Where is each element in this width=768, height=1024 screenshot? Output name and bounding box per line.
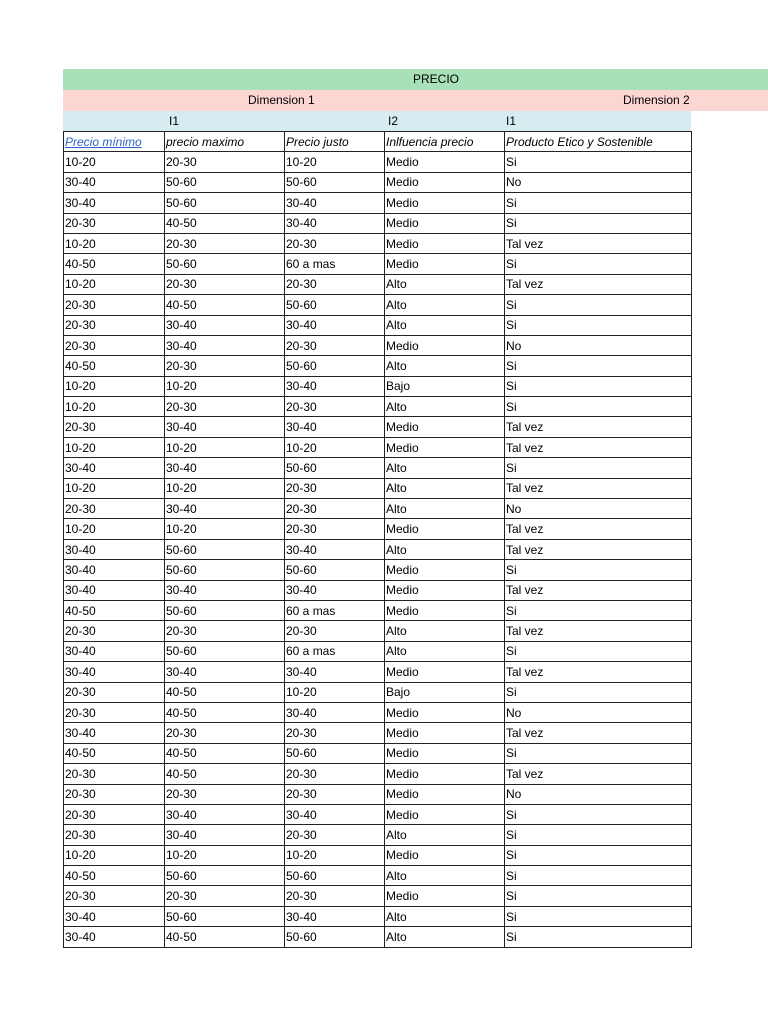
cell-precio-justo[interactable]: 20-30	[285, 397, 385, 417]
table-row	[64, 764, 692, 784]
cell-influencia-precio[interactable]: Alto	[385, 641, 505, 661]
column-header-row	[64, 132, 692, 152]
cell-producto-etico[interactable]: No	[505, 172, 692, 192]
table-row	[64, 499, 692, 519]
cell-producto-etico[interactable]: Si	[505, 906, 692, 926]
cell-precio-maximo[interactable]: 30-40	[165, 825, 285, 845]
cell-precio-justo[interactable]: 10-20	[285, 437, 385, 457]
price-survey-table	[63, 131, 692, 948]
cell-precio-maximo[interactable]: 50-60	[165, 866, 285, 886]
cell-precio-justo[interactable]: 20-30	[285, 478, 385, 498]
cell-precio-maximo[interactable]: 20-30	[165, 274, 285, 294]
cell-precio-justo[interactable]: 60 a mas	[285, 641, 385, 661]
cell-precio-justo[interactable]: 30-40	[285, 804, 385, 824]
cell-producto-etico[interactable]: No	[505, 784, 692, 804]
cell-producto-etico[interactable]: No	[505, 335, 692, 355]
cell-precio-minimo[interactable]: 10-20	[64, 478, 165, 498]
cell-precio-maximo[interactable]: 40-50	[165, 743, 285, 763]
column-header-precio-maximo: precio maximo	[165, 132, 285, 152]
cell-precio-maximo[interactable]: 10-20	[165, 519, 285, 539]
cell-precio-maximo[interactable]: 30-40	[165, 315, 285, 335]
spreadsheet	[63, 69, 768, 948]
cell-influencia-precio[interactable]: Alto	[385, 499, 505, 519]
cell-precio-justo[interactable]: 20-30	[285, 274, 385, 294]
cell-influencia-precio[interactable]: Medio	[385, 152, 505, 172]
cell-precio-maximo[interactable]: 20-30	[165, 233, 285, 253]
cell-producto-etico[interactable]: Si	[505, 866, 692, 886]
cell-precio-justo[interactable]: 30-40	[285, 539, 385, 559]
cell-precio-minimo[interactable]: 20-30	[64, 682, 165, 702]
cell-precio-minimo[interactable]: 30-40	[64, 193, 165, 213]
table-row	[64, 906, 692, 926]
cell-precio-maximo[interactable]: 10-20	[165, 845, 285, 865]
cell-producto-etico[interactable]: Si	[505, 213, 692, 233]
cell-producto-etico[interactable]: Tal vez	[505, 233, 692, 253]
cell-producto-etico[interactable]: Tal vez	[505, 621, 692, 641]
cell-precio-justo[interactable]: 30-40	[285, 662, 385, 682]
cell-precio-justo[interactable]: 20-30	[285, 233, 385, 253]
table-row	[64, 172, 692, 192]
cell-precio-maximo[interactable]: 50-60	[165, 193, 285, 213]
cell-precio-justo[interactable]: 30-40	[285, 580, 385, 600]
dimension-2-label: Dimension 2	[623, 93, 690, 107]
cell-precio-minimo[interactable]: 10-20	[64, 845, 165, 865]
table-row	[64, 621, 692, 641]
cell-precio-justo[interactable]: 20-30	[285, 764, 385, 784]
column-header-producto-etico: Producto Etico y Sostenible	[505, 132, 692, 152]
table-row	[64, 560, 692, 580]
cell-precio-minimo[interactable]: 30-40	[64, 723, 165, 743]
cell-precio-minimo[interactable]: 40-50	[64, 356, 165, 376]
cell-precio-maximo[interactable]: 50-60	[165, 641, 285, 661]
cell-influencia-precio[interactable]: Alto	[385, 295, 505, 315]
cell-influencia-precio[interactable]: Medio	[385, 193, 505, 213]
cell-precio-justo[interactable]: 30-40	[285, 193, 385, 213]
column-header-influencia-precio: Inlfuencia precio	[385, 132, 505, 152]
cell-influencia-precio[interactable]: Medio	[385, 662, 505, 682]
cell-precio-justo[interactable]: 30-40	[285, 702, 385, 722]
dimension-1-label: Dimension 1	[248, 93, 315, 107]
cell-precio-maximo[interactable]: 40-50	[165, 295, 285, 315]
cell-precio-justo[interactable]: 30-40	[285, 315, 385, 335]
cell-influencia-precio[interactable]: Medio	[385, 437, 505, 457]
table-row	[64, 437, 692, 457]
cell-producto-etico[interactable]: Tal vez	[505, 478, 692, 498]
table-row	[64, 417, 692, 437]
table-row	[64, 397, 692, 417]
cell-precio-minimo[interactable]: 20-30	[64, 784, 165, 804]
cell-precio-minimo[interactable]: 10-20	[64, 437, 165, 457]
cell-producto-etico[interactable]: Si	[505, 845, 692, 865]
cell-precio-justo[interactable]: 20-30	[285, 784, 385, 804]
cell-influencia-precio[interactable]: Medio	[385, 764, 505, 784]
cell-influencia-precio[interactable]: Alto	[385, 621, 505, 641]
cell-influencia-precio[interactable]: Alto	[385, 825, 505, 845]
cell-precio-minimo[interactable]: 20-30	[64, 825, 165, 845]
cell-influencia-precio[interactable]: Alto	[385, 356, 505, 376]
cell-precio-justo[interactable]: 30-40	[285, 213, 385, 233]
cell-influencia-precio[interactable]: Alto	[385, 458, 505, 478]
cell-influencia-precio[interactable]: Medio	[385, 723, 505, 743]
cell-influencia-precio[interactable]: Alto	[385, 315, 505, 335]
cell-producto-etico[interactable]: Si	[505, 927, 692, 947]
cell-producto-etico[interactable]: Tal vez	[505, 723, 692, 743]
cell-producto-etico[interactable]: Tal vez	[505, 519, 692, 539]
cell-precio-maximo[interactable]: 30-40	[165, 458, 285, 478]
table-row	[64, 580, 692, 600]
table-row	[64, 743, 692, 763]
table-row	[64, 866, 692, 886]
cell-precio-maximo[interactable]: 30-40	[165, 417, 285, 437]
cell-precio-minimo[interactable]: 10-20	[64, 376, 165, 396]
cell-precio-maximo[interactable]: 40-50	[165, 927, 285, 947]
indicator-label: I1	[169, 114, 180, 128]
cell-producto-etico[interactable]: Si	[505, 356, 692, 376]
cell-precio-minimo[interactable]: 20-30	[64, 764, 165, 784]
cell-precio-maximo[interactable]: 20-30	[165, 397, 285, 417]
cell-precio-minimo[interactable]: 20-30	[64, 621, 165, 641]
cell-precio-minimo[interactable]: 30-40	[64, 906, 165, 926]
cell-precio-minimo[interactable]: 30-40	[64, 662, 165, 682]
cell-precio-justo[interactable]: 50-60	[285, 743, 385, 763]
table-body	[64, 152, 692, 947]
cell-influencia-precio[interactable]: Alto	[385, 539, 505, 559]
cell-producto-etico[interactable]: Tal vez	[505, 539, 692, 559]
cell-precio-maximo[interactable]: 30-40	[165, 580, 285, 600]
cell-precio-justo[interactable]: 50-60	[285, 356, 385, 376]
cell-precio-minimo[interactable]: 30-40	[64, 172, 165, 192]
cell-precio-minimo[interactable]: 10-20	[64, 274, 165, 294]
indicator-header-band	[63, 111, 691, 131]
column-header-precio-justo: Precio justo	[285, 132, 385, 152]
cell-influencia-precio[interactable]: Medio	[385, 600, 505, 620]
cell-producto-etico[interactable]: Si	[505, 193, 692, 213]
table-row	[64, 682, 692, 702]
table-row	[64, 213, 692, 233]
cell-producto-etico[interactable]: Si	[505, 886, 692, 906]
cell-precio-minimo[interactable]: 30-40	[64, 458, 165, 478]
cell-influencia-precio[interactable]: Medio	[385, 254, 505, 274]
cell-precio-maximo[interactable]: 40-50	[165, 682, 285, 702]
cell-influencia-precio[interactable]: Medio	[385, 560, 505, 580]
table-row	[64, 193, 692, 213]
cell-precio-justo[interactable]: 50-60	[285, 927, 385, 947]
cell-precio-minimo[interactable]: 30-40	[64, 560, 165, 580]
cell-producto-etico[interactable]: Tal vez	[505, 662, 692, 682]
cell-producto-etico[interactable]: Si	[505, 804, 692, 824]
cell-influencia-precio[interactable]: Medio	[385, 172, 505, 192]
cell-precio-maximo[interactable]: 50-60	[165, 539, 285, 559]
cell-precio-maximo[interactable]: 50-60	[165, 560, 285, 580]
cell-precio-justo[interactable]: 50-60	[285, 560, 385, 580]
cell-precio-justo[interactable]: 60 a mas	[285, 254, 385, 274]
table-row	[64, 233, 692, 253]
cell-influencia-precio[interactable]: Alto	[385, 927, 505, 947]
cell-producto-etico[interactable]: Si	[505, 254, 692, 274]
cell-precio-maximo[interactable]: 20-30	[165, 886, 285, 906]
table-row	[64, 335, 692, 355]
cell-precio-justo[interactable]: 20-30	[285, 723, 385, 743]
indicator-label: I2	[388, 114, 399, 128]
precio-header-band	[63, 69, 768, 90]
table-row	[64, 886, 692, 906]
cell-influencia-precio[interactable]: Medio	[385, 335, 505, 355]
cell-influencia-precio[interactable]: Alto	[385, 274, 505, 294]
table-row	[64, 356, 692, 376]
cell-precio-minimo[interactable]: 40-50	[64, 600, 165, 620]
cell-precio-justo[interactable]: 50-60	[285, 458, 385, 478]
cell-precio-justo[interactable]: 20-30	[285, 519, 385, 539]
indicator-label: I1	[506, 114, 517, 128]
cell-producto-etico[interactable]: Tal vez	[505, 580, 692, 600]
column-header-precio-minimo[interactable]: Precio mínimo	[64, 132, 165, 152]
cell-precio-maximo[interactable]: 50-60	[165, 254, 285, 274]
dimension-header-band	[63, 90, 768, 111]
cell-precio-minimo[interactable]: 40-50	[64, 743, 165, 763]
cell-precio-maximo[interactable]: 50-60	[165, 172, 285, 192]
table-row	[64, 641, 692, 661]
cell-precio-maximo[interactable]: 50-60	[165, 600, 285, 620]
cell-precio-justo[interactable]: 50-60	[285, 295, 385, 315]
cell-precio-minimo[interactable]: 10-20	[64, 233, 165, 253]
table-row	[64, 723, 692, 743]
cell-influencia-precio[interactable]: Medio	[385, 580, 505, 600]
table-row	[64, 478, 692, 498]
cell-influencia-precio[interactable]: Medio	[385, 886, 505, 906]
table-row	[64, 458, 692, 478]
table-row	[64, 600, 692, 620]
cell-producto-etico[interactable]: Si	[505, 315, 692, 335]
cell-precio-maximo[interactable]: 30-40	[165, 804, 285, 824]
cell-producto-etico[interactable]: Si	[505, 458, 692, 478]
cell-precio-justo[interactable]: 50-60	[285, 172, 385, 192]
cell-influencia-precio[interactable]: Alto	[385, 906, 505, 926]
cell-precio-maximo[interactable]: 30-40	[165, 499, 285, 519]
cell-precio-justo[interactable]: 30-40	[285, 906, 385, 926]
table-row	[64, 662, 692, 682]
cell-influencia-precio[interactable]: Medio	[385, 213, 505, 233]
cell-precio-justo[interactable]: 10-20	[285, 845, 385, 865]
cell-precio-maximo[interactable]: 40-50	[165, 213, 285, 233]
cell-precio-maximo[interactable]: 20-30	[165, 356, 285, 376]
cell-producto-etico[interactable]: Si	[505, 397, 692, 417]
cell-precio-minimo[interactable]: 20-30	[64, 499, 165, 519]
cell-precio-minimo[interactable]: 10-20	[64, 397, 165, 417]
cell-producto-etico[interactable]: Si	[505, 825, 692, 845]
cell-producto-etico[interactable]: Si	[505, 376, 692, 396]
cell-precio-maximo[interactable]: 20-30	[165, 784, 285, 804]
cell-producto-etico[interactable]: Tal vez	[505, 417, 692, 437]
cell-precio-maximo[interactable]: 20-30	[165, 723, 285, 743]
cell-precio-justo[interactable]: 20-30	[285, 621, 385, 641]
cell-precio-minimo[interactable]: 20-30	[64, 315, 165, 335]
cell-precio-maximo[interactable]: 10-20	[165, 376, 285, 396]
cell-precio-minimo[interactable]: 10-20	[64, 152, 165, 172]
cell-precio-minimo[interactable]: 20-30	[64, 804, 165, 824]
cell-precio-maximo[interactable]: 20-30	[165, 152, 285, 172]
table-row	[64, 376, 692, 396]
cell-precio-justo[interactable]: 10-20	[285, 682, 385, 702]
precio-title: PRECIO	[413, 72, 460, 86]
table-row	[64, 927, 692, 947]
cell-influencia-precio[interactable]: Medio	[385, 519, 505, 539]
cell-precio-justo[interactable]: 30-40	[285, 376, 385, 396]
cell-influencia-precio[interactable]: Alto	[385, 478, 505, 498]
cell-precio-minimo[interactable]: 30-40	[64, 641, 165, 661]
cell-precio-justo[interactable]: 50-60	[285, 866, 385, 886]
cell-precio-minimo[interactable]: 20-30	[64, 886, 165, 906]
cell-precio-minimo[interactable]: 30-40	[64, 580, 165, 600]
cell-precio-justo[interactable]: 30-40	[285, 417, 385, 437]
cell-precio-minimo[interactable]: 40-50	[64, 866, 165, 886]
cell-influencia-precio[interactable]: Bajo	[385, 682, 505, 702]
cell-producto-etico[interactable]: Si	[505, 641, 692, 661]
cell-precio-maximo[interactable]: 10-20	[165, 478, 285, 498]
cell-influencia-precio[interactable]: Medio	[385, 417, 505, 437]
cell-precio-minimo[interactable]: 30-40	[64, 927, 165, 947]
cell-precio-maximo[interactable]: 30-40	[165, 335, 285, 355]
cell-influencia-precio[interactable]: Medio	[385, 845, 505, 865]
cell-producto-etico[interactable]: Si	[505, 682, 692, 702]
cell-precio-minimo[interactable]: 20-30	[64, 417, 165, 437]
table-row	[64, 152, 692, 172]
cell-precio-maximo[interactable]: 50-60	[165, 906, 285, 926]
table-row	[64, 274, 692, 294]
cell-precio-maximo[interactable]: 10-20	[165, 437, 285, 457]
table-row	[64, 315, 692, 335]
cell-influencia-precio[interactable]: Alto	[385, 866, 505, 886]
table-row	[64, 539, 692, 559]
cell-precio-justo[interactable]: 20-30	[285, 499, 385, 519]
cell-precio-minimo[interactable]: 20-30	[64, 295, 165, 315]
cell-precio-justo[interactable]: 10-20	[285, 152, 385, 172]
cell-precio-minimo[interactable]: 40-50	[64, 254, 165, 274]
cell-precio-maximo[interactable]: 40-50	[165, 764, 285, 784]
cell-influencia-precio[interactable]: Medio	[385, 233, 505, 253]
cell-precio-minimo[interactable]: 10-20	[64, 519, 165, 539]
cell-producto-etico[interactable]: Si	[505, 560, 692, 580]
cell-precio-minimo[interactable]: 20-30	[64, 213, 165, 233]
cell-producto-etico[interactable]: Tal vez	[505, 437, 692, 457]
cell-precio-justo[interactable]: 60 a mas	[285, 600, 385, 620]
table-row	[64, 702, 692, 722]
cell-producto-etico[interactable]: No	[505, 499, 692, 519]
cell-producto-etico[interactable]: Si	[505, 600, 692, 620]
cell-precio-justo[interactable]: 20-30	[285, 335, 385, 355]
cell-precio-maximo[interactable]: 20-30	[165, 621, 285, 641]
cell-influencia-precio[interactable]: Medio	[385, 784, 505, 804]
cell-precio-minimo[interactable]: 20-30	[64, 335, 165, 355]
cell-influencia-precio[interactable]: Bajo	[385, 376, 505, 396]
cell-precio-maximo[interactable]: 40-50	[165, 702, 285, 722]
cell-producto-etico[interactable]: Tal vez	[505, 764, 692, 784]
table-row	[64, 295, 692, 315]
cell-precio-justo[interactable]: 20-30	[285, 825, 385, 845]
cell-influencia-precio[interactable]: Alto	[385, 397, 505, 417]
cell-precio-minimo[interactable]: 30-40	[64, 539, 165, 559]
table-row	[64, 519, 692, 539]
cell-influencia-precio[interactable]: Medio	[385, 702, 505, 722]
cell-precio-justo[interactable]: 20-30	[285, 886, 385, 906]
cell-producto-etico[interactable]: Si	[505, 743, 692, 763]
cell-influencia-precio[interactable]: Medio	[385, 804, 505, 824]
table-row	[64, 845, 692, 865]
cell-influencia-precio[interactable]: Medio	[385, 743, 505, 763]
cell-producto-etico[interactable]: Si	[505, 152, 692, 172]
cell-producto-etico[interactable]: Si	[505, 295, 692, 315]
table-row	[64, 825, 692, 845]
table-row	[64, 804, 692, 824]
cell-producto-etico[interactable]: No	[505, 702, 692, 722]
cell-producto-etico[interactable]: Tal vez	[505, 274, 692, 294]
cell-precio-minimo[interactable]: 20-30	[64, 702, 165, 722]
table-row	[64, 254, 692, 274]
cell-precio-maximo[interactable]: 30-40	[165, 662, 285, 682]
table-row	[64, 784, 692, 804]
